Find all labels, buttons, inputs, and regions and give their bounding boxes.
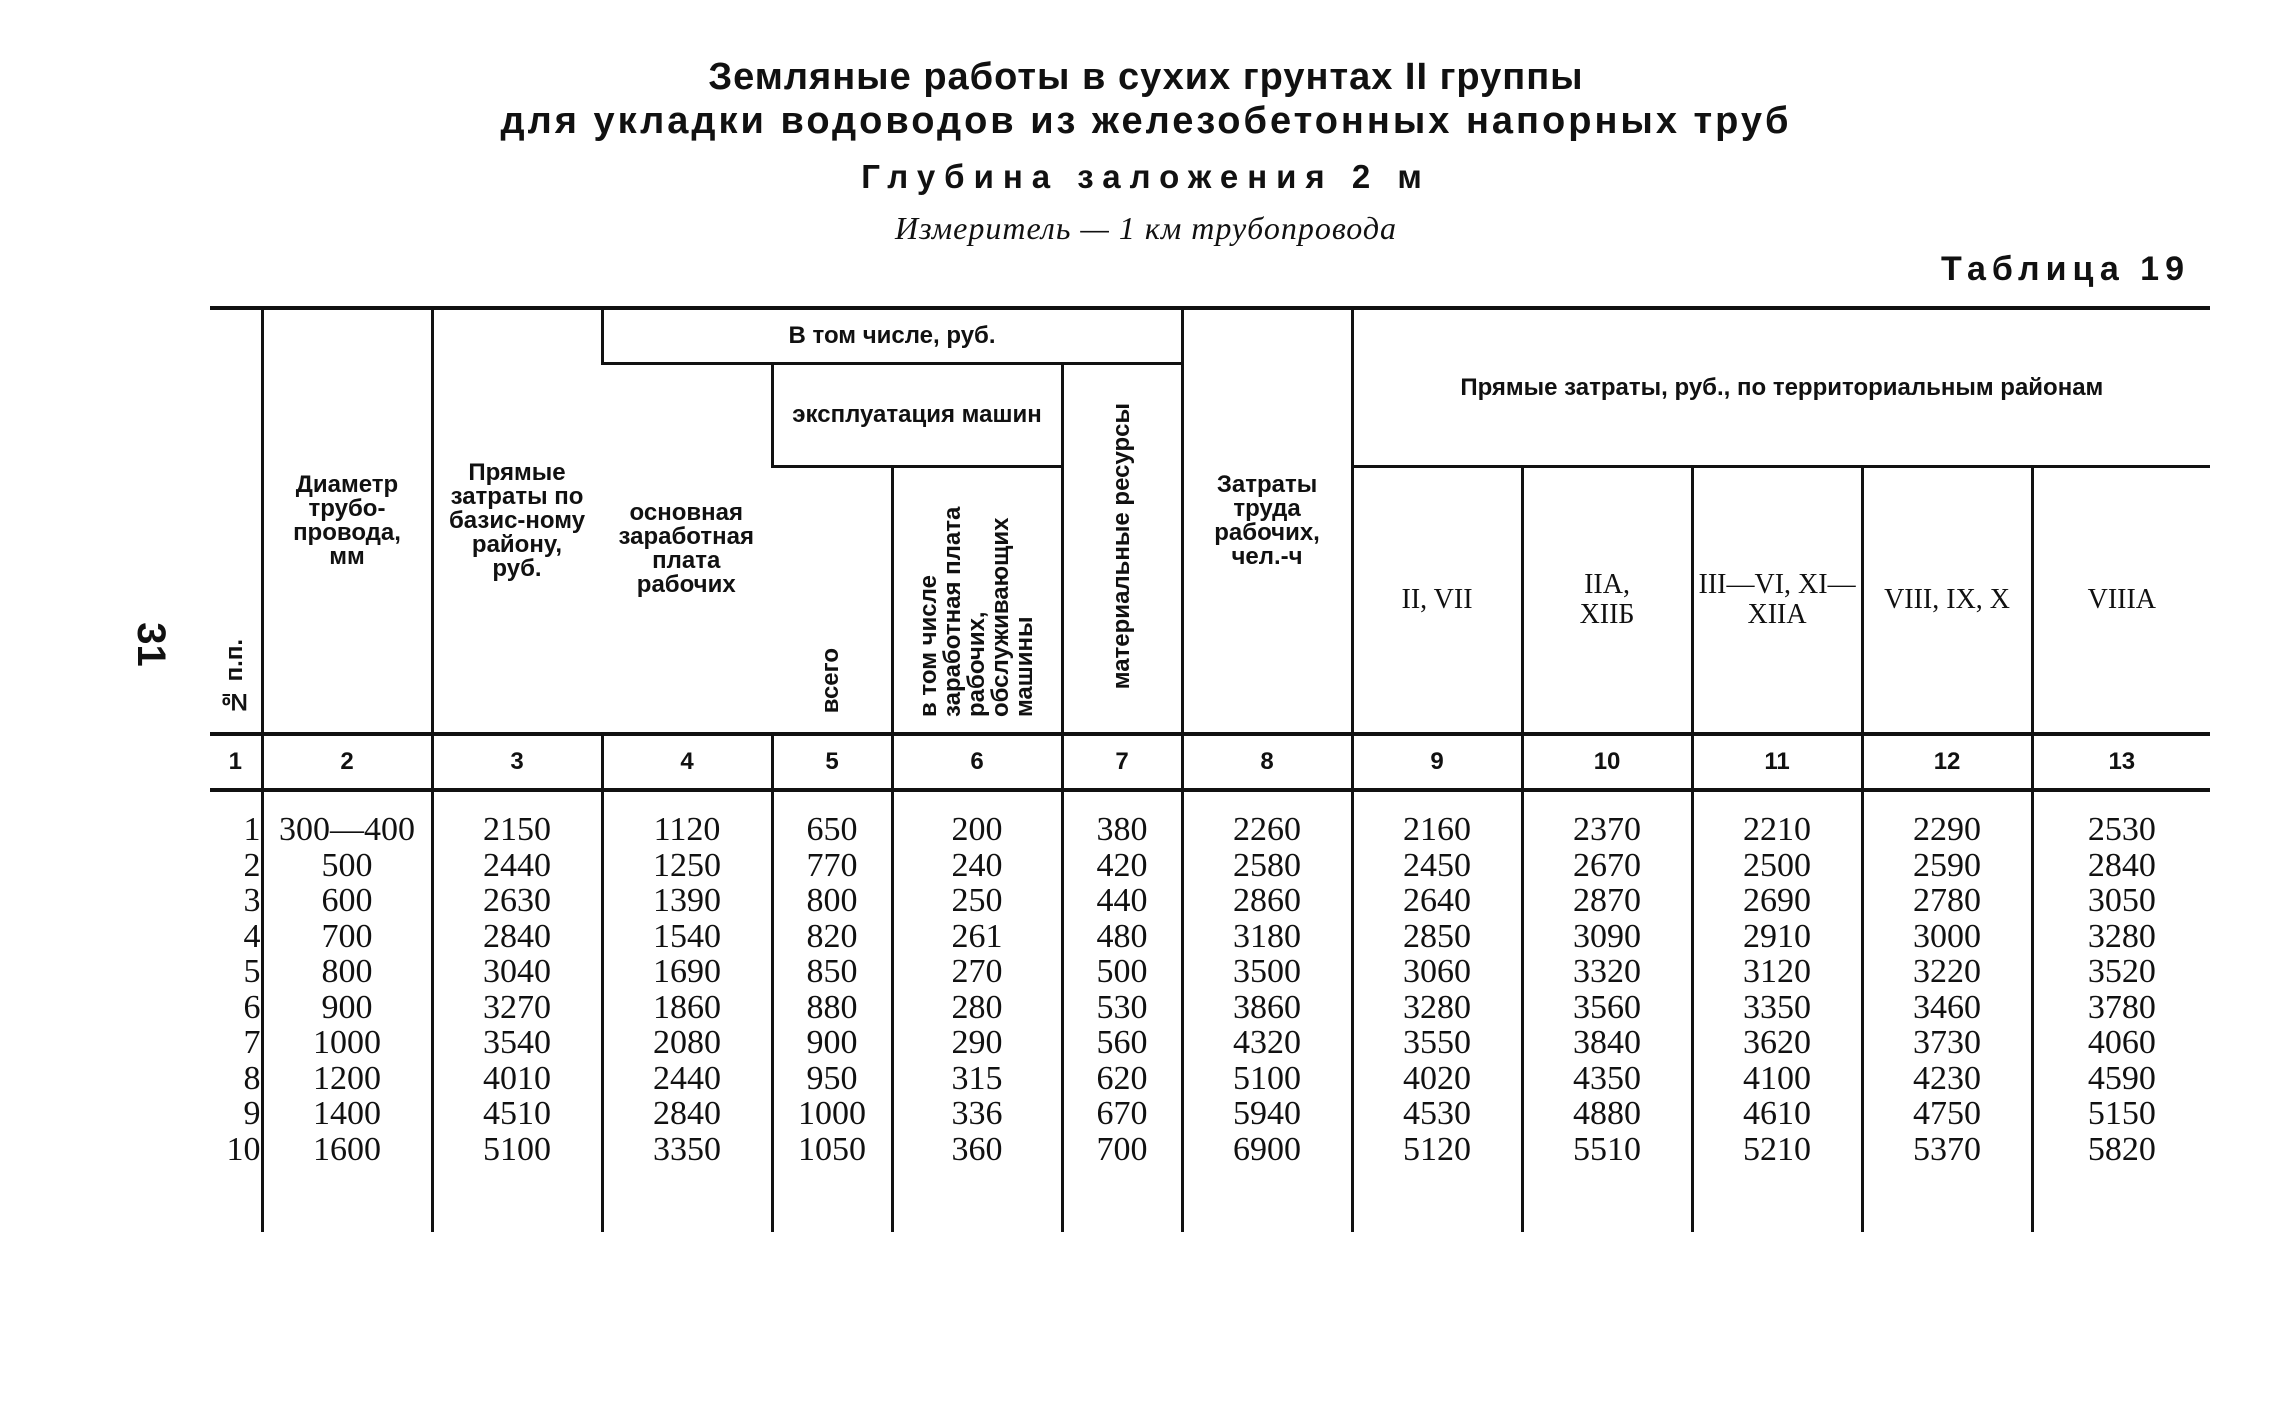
table-cell: 500 — [1096, 953, 1148, 990]
table-cell: 850 — [806, 953, 858, 990]
table-cell: 2850 — [1403, 917, 1472, 955]
cost-table — [210, 306, 2210, 1232]
table-cell: 3320 — [1573, 953, 1642, 990]
table-cell: 5100 — [1233, 1059, 1302, 1097]
table-cell: 1200 — [313, 1059, 381, 1097]
table-cell: 2590 — [1913, 846, 1982, 884]
measure-subtitle: Измеритель — 1 км трубопровода — [894, 210, 1398, 246]
column-number: 8 — [1182, 734, 1352, 790]
table-cell: 880 — [806, 988, 858, 1026]
header-machines-wage — [892, 467, 1062, 735]
table-cell: 900 — [806, 1024, 858, 1061]
column-number: 5 — [772, 734, 892, 790]
table-cell: 3860 — [1233, 988, 1302, 1026]
table-cell: 290 — [951, 1024, 1003, 1061]
table-cell: 261 — [951, 917, 1003, 955]
header-diameter: Диаметр трубо-провода, мм — [262, 308, 432, 734]
table-cell: 4610 — [1743, 1095, 1812, 1132]
header-materials-label: материальные ресурсы — [1108, 402, 1136, 690]
column-number: 10 — [1522, 734, 1692, 790]
table-cell: 3120 — [1743, 953, 1812, 990]
table-cell: 3280 — [2087, 917, 2156, 955]
data-column — [210, 790, 262, 1232]
table-cell: 3 — [243, 882, 261, 919]
table-cell: 8 — [243, 1059, 261, 1097]
data-column — [1862, 790, 2032, 1232]
table-cell: 4010 — [483, 1059, 551, 1097]
table-cell: 3540 — [483, 1024, 551, 1061]
table-cell: 1000 — [798, 1095, 866, 1132]
data-column — [1182, 790, 1352, 1232]
table-cell: 3040 — [483, 953, 551, 990]
header-labor: Затраты труда рабочих, чел.-ч — [1182, 308, 1352, 734]
table-cell: 4230 — [1913, 1059, 1982, 1097]
table-cell: 650 — [806, 811, 858, 848]
table-cell: 2440 — [653, 1059, 721, 1097]
table-cell: 3090 — [1573, 917, 1642, 955]
table-cell: 3000 — [1913, 917, 1982, 955]
table-cell: 1860 — [653, 988, 721, 1026]
header-materials — [1062, 364, 1182, 735]
table-cell: 1120 — [653, 811, 721, 848]
table-cell: 2210 — [1743, 811, 1812, 848]
table-cell: 5 — [243, 953, 261, 990]
table-cell: 2500 — [1743, 846, 1812, 884]
column-number: 13 — [2032, 734, 2210, 790]
table-cell: 4590 — [2087, 1059, 2156, 1097]
header-machines-wage-label: в том числе заработная плата рабочих, обслуживающих машины — [915, 506, 1038, 717]
table-cell: 5370 — [1913, 1130, 1982, 1168]
table-cell: 2530 — [2087, 811, 2156, 848]
column-number: 11 — [1692, 734, 1862, 790]
column-numbers-row — [210, 734, 2210, 790]
table-cell: 3180 — [1233, 917, 1302, 955]
table-cell: 2640 — [1403, 882, 1472, 919]
table-cell: 240 — [951, 846, 1003, 884]
header-region-5: VIIIA — [2032, 467, 2210, 735]
table-cell: 4100 — [1743, 1059, 1812, 1097]
table-cell: 2580 — [1233, 846, 1302, 884]
table-cell: 2840 — [653, 1095, 721, 1132]
table-cell: 1 — [243, 811, 261, 848]
column-number: 1 — [210, 734, 262, 790]
table-cell: 620 — [1096, 1059, 1148, 1097]
table-cell: 3270 — [483, 988, 551, 1026]
table-cell: 360 — [951, 1130, 1003, 1168]
table-cell: 1000 — [313, 1024, 381, 1061]
column-number: 12 — [1862, 734, 2032, 790]
header-machines-total — [772, 467, 892, 735]
table-cell: 2670 — [1573, 846, 1642, 884]
table-cell: 2780 — [1913, 882, 1982, 919]
header-machines-total-label: всего — [817, 647, 845, 713]
data-column — [1062, 790, 1182, 1232]
table-cell: 3840 — [1573, 1024, 1642, 1061]
table-cell: 2450 — [1403, 846, 1472, 884]
table-cell: 800 — [806, 882, 858, 919]
table-cell: 4060 — [2087, 1024, 2156, 1061]
table-cell: 5210 — [1743, 1130, 1812, 1168]
header-machines-group: эксплуатация машин — [772, 364, 1062, 467]
title-line-1: Земляные работы в сухих грунтах II группы — [708, 56, 1584, 98]
table-cell: 900 — [321, 988, 373, 1026]
table-cell: 2630 — [483, 882, 551, 919]
table-cell: 700 — [1096, 1130, 1148, 1168]
table-cell: 300—400 — [279, 811, 415, 848]
table-cell: 2870 — [1573, 882, 1642, 919]
data-column — [262, 790, 432, 1232]
table-cell: 3050 — [2087, 882, 2156, 919]
table-cell: 315 — [951, 1059, 1003, 1097]
table-cell: 3520 — [2087, 953, 2156, 990]
table-cell: 2150 — [483, 811, 551, 848]
table-cell: 4350 — [1573, 1059, 1642, 1097]
page-number: 31 — [128, 622, 173, 667]
table-cell: 1690 — [653, 953, 721, 990]
table-cell: 950 — [806, 1059, 858, 1097]
table-cell: 3500 — [1233, 953, 1302, 990]
header-region-4: VIII, IX, X — [1862, 467, 2032, 735]
depth-subtitle: Глубина заложения 2 м — [861, 158, 1431, 195]
table-cell: 2690 — [1743, 882, 1812, 919]
table-cell: 530 — [1096, 988, 1148, 1026]
table-cell: 4020 — [1403, 1059, 1472, 1097]
data-column — [1522, 790, 1692, 1232]
table-cell: 4530 — [1403, 1095, 1472, 1132]
table-cell: 5510 — [1573, 1130, 1642, 1168]
table-cell: 5120 — [1403, 1130, 1472, 1168]
table-cell: 270 — [951, 953, 1003, 990]
header-direct-base: Прямые затраты по базис-ному району, руб. — [432, 308, 602, 734]
table-cell: 4320 — [1233, 1024, 1302, 1061]
table-cell: 2370 — [1573, 811, 1642, 848]
data-row — [210, 790, 2210, 1232]
table-cell: 3220 — [1913, 953, 1982, 990]
table-cell: 3060 — [1403, 953, 1472, 990]
table-cell: 440 — [1096, 882, 1148, 919]
table-cell: 380 — [1096, 811, 1148, 848]
table-cell: 1400 — [313, 1095, 381, 1132]
table-cell: 2840 — [483, 917, 551, 955]
table-cell: 700 — [321, 917, 373, 955]
data-column — [2032, 790, 2210, 1232]
table-cell: 2910 — [1743, 917, 1812, 955]
table-cell: 480 — [1096, 917, 1148, 955]
table-cell: 6900 — [1233, 1130, 1302, 1168]
column-number: 6 — [892, 734, 1062, 790]
table-cell: 3350 — [653, 1130, 721, 1168]
header-num-label: № п.п. — [221, 639, 249, 715]
table-cell: 600 — [321, 882, 373, 919]
table-cell: 10 — [226, 1130, 261, 1168]
table-cell: 500 — [321, 846, 373, 884]
table-cell: 2860 — [1233, 882, 1302, 919]
data-column — [1352, 790, 1522, 1232]
table-cell: 3280 — [1403, 988, 1472, 1026]
table-cell: 200 — [951, 811, 1003, 848]
data-column — [892, 790, 1062, 1232]
table-cell: 280 — [951, 988, 1003, 1026]
data-column — [772, 790, 892, 1232]
table-cell: 3730 — [1913, 1024, 1982, 1061]
header-including-group: В том числе, руб. — [602, 308, 1182, 364]
table-cell: 1600 — [313, 1130, 381, 1168]
column-number: 7 — [1062, 734, 1182, 790]
title-line-2: для укладки водоводов из железобетонных напорных труб — [500, 100, 1792, 142]
header-region-2: IIA, XIIБ — [1522, 467, 1692, 735]
table-cell: 6 — [243, 988, 261, 1026]
table-cell: 3550 — [1403, 1024, 1472, 1061]
table-cell: 2440 — [483, 846, 551, 884]
table-cell: 3620 — [1743, 1024, 1812, 1061]
column-number: 9 — [1352, 734, 1522, 790]
table-cell: 2290 — [1913, 811, 1982, 848]
table-cell: 3560 — [1573, 988, 1642, 1026]
table-cell: 5100 — [483, 1130, 551, 1168]
table-cell: 1050 — [798, 1130, 866, 1168]
table-cell: 4510 — [483, 1095, 551, 1132]
table-cell: 4750 — [1913, 1095, 1982, 1132]
table-cell: 5150 — [2087, 1095, 2156, 1132]
table-cell: 670 — [1096, 1095, 1148, 1132]
table-cell: 420 — [1096, 846, 1148, 884]
data-column — [602, 790, 772, 1232]
table-cell: 4 — [243, 917, 261, 955]
table-cell: 7 — [243, 1024, 261, 1061]
header-wage: основная заработная плата рабочих — [602, 364, 772, 735]
data-column — [1692, 790, 1862, 1232]
table-cell: 3780 — [2087, 988, 2156, 1026]
table-cell: 820 — [806, 917, 858, 955]
table-cell: 336 — [951, 1095, 1003, 1132]
table-cell: 3460 — [1913, 988, 1982, 1026]
header-regions-group: Прямые затраты, руб., по территориальным районам — [1352, 308, 2210, 467]
data-column — [432, 790, 602, 1232]
column-number: 3 — [432, 734, 602, 790]
table-label: Таблица 19 — [1941, 250, 2190, 288]
table-cell: 2160 — [1403, 811, 1472, 848]
table-cell: 1390 — [653, 882, 721, 919]
column-number: 2 — [262, 734, 432, 790]
table-cell: 9 — [243, 1095, 261, 1132]
table-cell: 250 — [951, 882, 1003, 919]
table-cell: 4880 — [1573, 1095, 1642, 1132]
column-number: 4 — [602, 734, 772, 790]
table-cell: 3350 — [1743, 988, 1812, 1026]
table-cell: 2840 — [2087, 846, 2156, 884]
header-region-3: III—VI, XI—XIIA — [1692, 467, 1862, 735]
table-cell: 2 — [243, 846, 261, 884]
table-cell: 2080 — [653, 1024, 721, 1061]
table-cell: 1250 — [653, 846, 721, 884]
header-region-1: II, VII — [1352, 467, 1522, 735]
table-cell: 5940 — [1233, 1095, 1302, 1132]
table-cell: 2260 — [1233, 811, 1302, 848]
table-cell: 560 — [1096, 1024, 1148, 1061]
table-cell: 800 — [321, 953, 373, 990]
table-cell: 770 — [806, 846, 858, 884]
table-cell: 5820 — [2087, 1130, 2156, 1168]
table-cell: 1540 — [653, 917, 721, 955]
header-num — [210, 308, 262, 734]
